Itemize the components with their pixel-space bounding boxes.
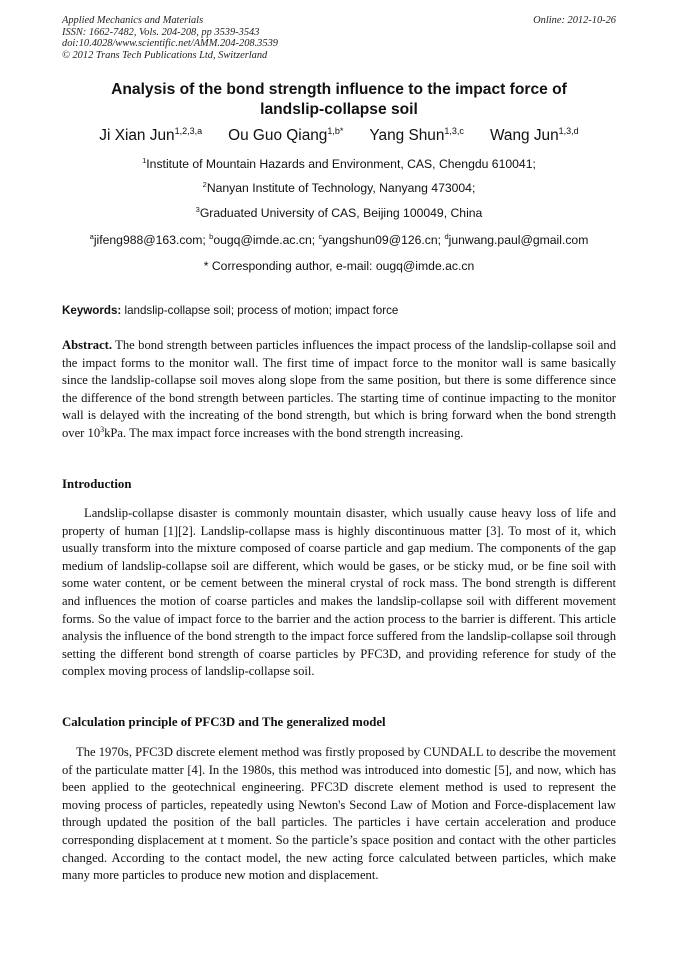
affiliation-sup: 3 [195, 205, 200, 214]
email-list [62, 232, 616, 247]
journal-name: Applied Mechanics and Materials [62, 15, 204, 26]
abstract [62, 337, 616, 443]
author-name: Ji Xian Jun [99, 127, 175, 144]
abstract-label: Abstract. [62, 338, 113, 352]
title-line-2: landslip-collapse soil [260, 101, 418, 118]
author-sup: 1,2,3,a [174, 126, 203, 136]
affiliation [62, 180, 616, 195]
email-sup: b [209, 232, 214, 241]
author [228, 126, 343, 145]
online-date: Online: 2012-10-26 [533, 15, 616, 26]
keywords-text: landslip-collapse soil; process of motion; impact force [121, 304, 399, 317]
author [490, 126, 579, 145]
journal-header [62, 15, 616, 61]
section-heading-calculation: Calculation principle of PFC3D and The generalized model [62, 715, 386, 729]
keywords-label: Keywords: [62, 304, 122, 317]
affiliation-sup: 2 [202, 180, 207, 189]
affiliation [62, 205, 616, 220]
issn-line: ISSN: 1662-7482, Vols. 204-208, pp 3539-3543 [62, 26, 260, 38]
author-sup: 1,3,c [444, 126, 464, 136]
author-name: Yang Shun [369, 127, 445, 144]
author [99, 126, 202, 145]
email-sup: a [89, 232, 94, 241]
corresponding-author: * Corresponding author, e-mail: ougq@imde.ac.cn [203, 259, 475, 273]
affiliation-text: Institute of Mountain Hazards and Environment, CAS, Chengdu 610041; [146, 157, 536, 171]
email-text: yangshun09@126.cn; [322, 233, 445, 247]
copyright-line: © 2012 Trans Tech Publications Ltd, Switzerland [62, 49, 268, 61]
author-sup: 1,b* [327, 126, 344, 136]
keywords [62, 304, 616, 317]
author-name: Wang Jun [489, 127, 559, 144]
author-name: Ou Guo Qiang [228, 127, 328, 144]
calculation-paragraph: The 1970s, PFC3D discrete element method was firstly proposed by CUNDALL to describe the movement of the particulate matter [4]. In the 1980s, this method was introduced into domestic [5], and now, which has been applied to the geotechnical engineering. PFC3D discrete element method is used to represent the moving process of particles, repeatedly using Newton's Second Law of Motion and Force-displacement law through updated the position of the ball particles. The particles i have certain acceleration and produce corresponding displacement at t moment. So the particle’s space position and contact with the other particles changed. According to the contact model, the new acting force calculated between particles, which make many more particles to produce new motion and displacement. [62, 745, 616, 883]
affiliation-sup: 1 [142, 156, 147, 165]
affiliation-text: Nanyan Institute of Technology, Nanyang 473004; [206, 181, 476, 195]
introduction-paragraph: Landslip-collapse disaster is commonly mountain disaster, which usually cause heavy loss of life and property of human [1][2]. Landslip-collapse mass is highly discontinuous matter [3]. To most of it, which usually transform into the mixture composed of coarse particle and gap medium. The components of the gap medium of landslip-collapse soil are different, which would be gases, or be sticky mud, or be fine soil with some water content, or be cement between the mineral crystal of rock mass. The bond strength is different and influences the motion of coarse particles and makes the landslip-collapse soil with different movement forms. So the value of impact force to the barrier and the action process to the barrier is different. This article analysis the influence of the bond strength to the impact force suffered from the landslip-collapse soil through setting the different bond strength of coarse particles by PFC3D, and providing reference for study of the complex moving process of landslip-collapse soil. [62, 506, 616, 679]
email-text: junwang.paul@gmail.com [448, 233, 589, 247]
author [369, 126, 464, 145]
section-heading-introduction: Introduction [62, 477, 132, 491]
author-list [62, 126, 616, 145]
email-text: ougq@imde.ac.cn; [213, 233, 319, 247]
email-text: jifeng988@163.com; [93, 233, 210, 247]
affiliation-text: Graduated University of CAS, Beijing 100049, China [199, 206, 483, 220]
title-line-1: Analysis of the bond strength influence to the impact force of [111, 81, 567, 98]
abstract-text-1: The bond strength between particles influences the impact process of the landslip-collapse soil and the impact forms to the monitor wall. The first time of impact force to the monitor wall is same basically since the landslip-collapse soil moves along slope from the same position, but there is some difference since the difference of the bond strength between particles. The starting time of continue impacting to the monitor wall is delayed with the increating of the bond strength, but which is bring forward when the bond strength over 10 [62, 338, 616, 440]
doi-line: doi:10.4028/www.scientific.net/AMM.204-208.3539 [62, 38, 278, 50]
email-sup: d [444, 232, 449, 241]
affiliation [62, 156, 616, 171]
paper-title [62, 80, 616, 120]
author-sup: 1,3,d [558, 126, 579, 136]
email-sup: c [318, 232, 323, 241]
abstract-sup: 3 [100, 424, 105, 434]
abstract-text-2: kPa. The max impact force increases with the bond strength increasing. [104, 425, 464, 440]
